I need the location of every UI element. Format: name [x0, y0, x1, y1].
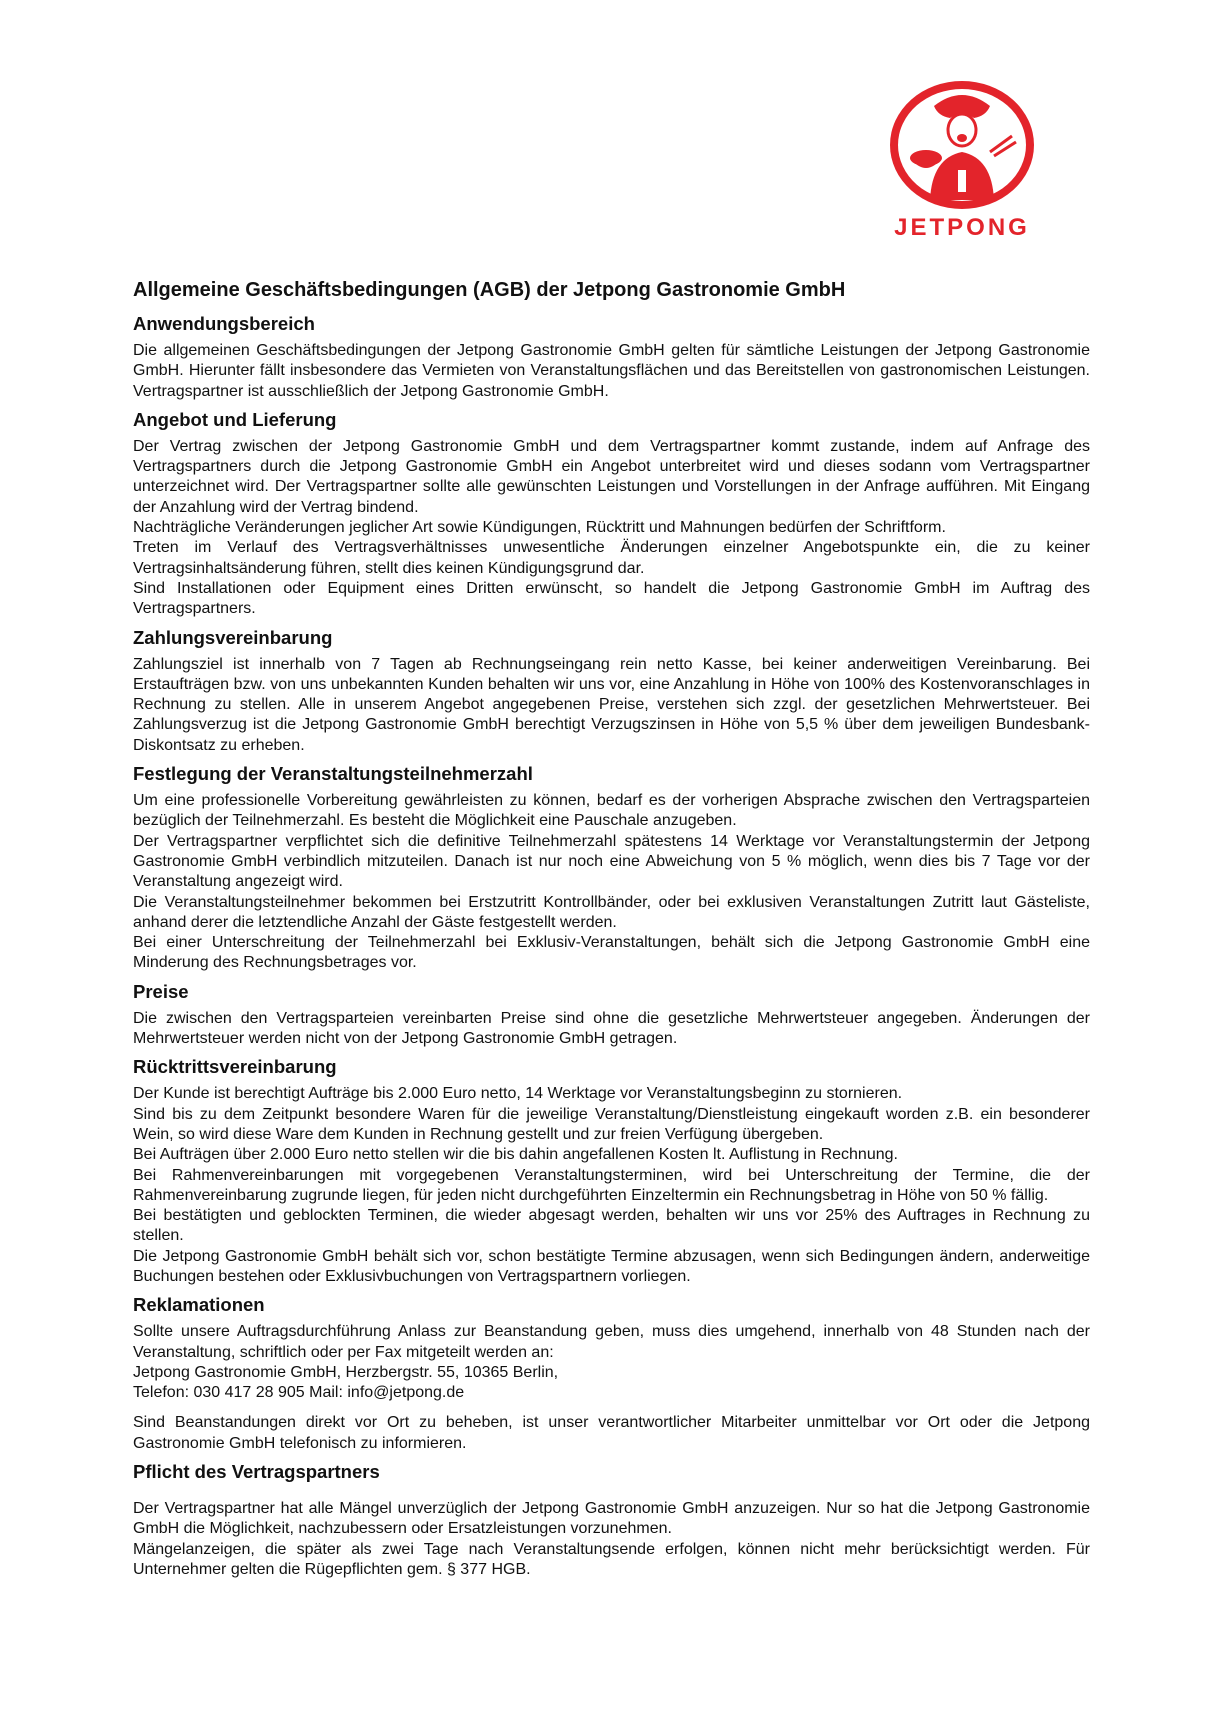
- section-paragraph: Nachträgliche Veränderungen jeglicher Art sowie Kündigungen, Rücktritt und Mahnungen bedürfen der Schriftform.: [133, 519, 946, 537]
- jetpong-logo: [882, 80, 1042, 240]
- section-paragraph: Telefon: 030 417 28 905 Mail: info@jetpong.de: [133, 1384, 465, 1402]
- section-paragraph: Die Jetpong Gastronomie GmbH behält sich vor, schon bestätigte Termine abzusagen, wenn sich Bedingungen ändern, anderweitige Buchungen bestehen oder Exklusivbuchungen von Vertragspartnern vorliegen.: [133, 1247, 1090, 1285]
- section-heading: Pflicht des Vertragspartners: [133, 1461, 380, 1483]
- section-paragraph: Sollte unsere Auftragsdurchführung Anlass zur Beanstandung geben, muss dies umgehend, innerhalb von 48 Stunden nach der Veranstaltung, schriftlich oder per Fax mitgeteilt werden an:: [133, 1323, 1090, 1361]
- section-paragraph: Bei Rahmenvereinbarungen mit vorgegebenen Veranstaltungsterminen, wird bei Unterschreitung der Termine, die der Rahmenvereinbarung zugrunde liegen, für jeden nicht durchgeführten Einzeltermin ein Rechnungsbetrag in Höhe von 50 % fällig.: [133, 1166, 1090, 1204]
- section-heading: Zahlungsvereinbarung: [133, 626, 333, 648]
- section-paragraph: Die Veranstaltungsteilnehmer bekommen bei Erstzutritt Kontrollbänder, oder bei exklusiven Veranstaltungen Zutritt laut Gästeliste, anhand derer die letztendliche Anzahl der Gäste festgestellt werden.: [133, 893, 1090, 931]
- section-heading: Preise: [133, 980, 189, 1002]
- section-paragraph: Bei Aufträgen über 2.000 Euro netto stellen wir die bis dahin angefallenen Kosten lt. Auflistung in Rechnung.: [133, 1146, 898, 1164]
- section-paragraph: Bei bestätigten und geblockten Terminen, die wieder abgesagt werden, behalten wir uns vor 25% des Auftrages in Rechnung zu stellen.: [133, 1207, 1090, 1245]
- section-paragraph: Zahlungsziel ist innerhalb von 7 Tagen ab Rechnungseingang rein netto Kasse, bei keiner anderweitigen Vereinbarung. Bei Erstaufträgen bzw. von uns unbekannten Kunden behalten wir uns vor, eine Anzahlung in Höhe von 100% des Kostenvoranschlages in Rechnung zu stellen. Alle in unserem Angebot angegebenen Preise, verstehen sich zzgl. der gesetzlichen Mehrwertsteuer. Bei Zahlungsverzug ist die Jetpong Gastronomie GmbH berechtigt Verzugszinsen in Höhe von 5,5 % über dem jeweiligen Bundesbank-Diskontsatz zu erheben.: [133, 655, 1090, 754]
- section-paragraph: Der Vertragspartner verpflichtet sich die definitive Teilnehmerzahl spätestens 14 Werktage vor Veranstaltungstermin der Jetpong Gastronomie GmbH verbindlich mitzuteilen. Danach ist nur noch eine Abweichung von 5 % möglich, wenn dies bis 7 Tage vor der Veranstaltung angezeigt wird.: [133, 832, 1090, 891]
- section-paragraph: Um eine professionelle Vorbereitung gewährleisten zu können, bedarf es der vorherigen Absprache zwischen den Vertragsparteien bezüglich der Teilnehmerzahl. Es besteht die Möglichkeit eine Pauschale anzugeben.: [133, 792, 1090, 830]
- agb-document: [133, 278, 1090, 1580]
- section-paragraph: Sind Installationen oder Equipment eines Dritten erwünscht, so handelt die Jetpong Gastronomie GmbH im Auftrag des Vertragspartners.: [133, 579, 1090, 618]
- paragraph-gap: [133, 1403, 1090, 1413]
- paragraph-gap: [133, 1489, 1090, 1499]
- section-paragraph: Der Kunde ist berechtigt Aufträge bis 2.000 Euro netto, 14 Werktage vor Veranstaltungsbeginn zu stornieren.: [133, 1085, 903, 1103]
- section-paragraph: Mängelanzeigen, die später als zwei Tage nach Veranstaltungsende erfolgen, können nicht mehr berücksichtigt werden. Für Unternehmer gelten die Rügepflichten gem. § 377 HGB.: [133, 1540, 1090, 1578]
- section-paragraph: Treten im Verlauf des Vertragsverhältnisses unwesentliche Änderungen einzelner Angebotspunkte ein, die zu keiner Vertragsinhaltsänderung führen, stellt dies keinen Kündigungsgrund dar.: [133, 539, 1090, 577]
- section-paragraph: Sind bis zu dem Zeitpunkt besondere Waren für die jeweilige Veranstaltung/Dienstleistung eingekauft worden z.B. ein besonderer Wein, so wird diese Ware dem Kunden in Rechnung gestellt und zur freien Verfügung übergeben.: [133, 1105, 1090, 1143]
- document-title: Allgemeine Geschäftsbedingungen (AGB) der Jetpong Gastronomie GmbH: [133, 279, 846, 301]
- section-heading: Anwendungsbereich: [133, 313, 315, 334]
- section-paragraph: Bei einer Unterschreitung der Teilnehmerzahl bei Exklusiv-Veranstaltungen, behält sich die Jetpong Gastronomie GmbH eine Minderung des Rechnungsbetrages vor.: [133, 934, 1090, 972]
- section-paragraph: Sind Beanstandungen direkt vor Ort zu beheben, ist unser verantwortlicher Mitarbeiter unmittelbar vor Ort oder die Jetpong Gastronomie GmbH telefonisch zu informieren.: [133, 1414, 1090, 1452]
- section-heading: Reklamationen: [133, 1294, 265, 1316]
- section-paragraph: Der Vertrag zwischen der Jetpong Gastronomie GmbH und dem Vertragspartner kommt zustande, indem auf Anfrage des Vertragspartners durch die Jetpong Gastronomie GmbH ein Angebot unterbreitet wird und dieses sodann vom Vertragspartner unterzeichnet wird. Der Vertragspartner sollte alle gewünschten Leistungen und Vorstellungen in der Anfrage aufführen. Mit Eingang der Anzahlung wird der Vertrag bindend.: [133, 437, 1090, 516]
- section-heading: Angebot und Lieferung: [133, 408, 337, 430]
- section-paragraph: Der Vertragspartner hat alle Mängel unverzüglich der Jetpong Gastronomie GmbH anzuzeigen. Nur so hat die Jetpong Gastronomie GmbH die Möglichkeit, nachzubessern oder Ersatzleistungen vorzunehmen.: [133, 1500, 1090, 1538]
- section-paragraph: Jetpong Gastronomie GmbH, Herzbergstr. 55, 10365 Berlin,: [133, 1363, 559, 1381]
- section-paragraph: Die allgemeinen Geschäftsbedingungen der Jetpong Gastronomie GmbH gelten für sämtliche Leistungen der Jetpong Gastronomie GmbH. Hierunter fällt insbesondere das Vermieten von Veranstaltungsflächen und das Bereitstellen von gastronomischen Leistungen. Vertragspartner ist ausschließlich der Jetpong Gastronomie GmbH.: [133, 342, 1090, 400]
- section-heading: Rücktrittsvereinbarung: [133, 1056, 337, 1078]
- section-heading: Festlegung der Veranstaltungsteilnehmerzahl: [133, 763, 533, 785]
- section-paragraph: Die zwischen den Vertragsparteien vereinbarten Preise sind ohne die gesetzliche Mehrwertsteuer angegeben. Änderungen der Mehrwertsteuer werden nicht von der Jetpong Gastronomie GmbH getragen.: [133, 1009, 1090, 1048]
- svg-text:JETPONG: JETPONG: [894, 214, 1030, 240]
